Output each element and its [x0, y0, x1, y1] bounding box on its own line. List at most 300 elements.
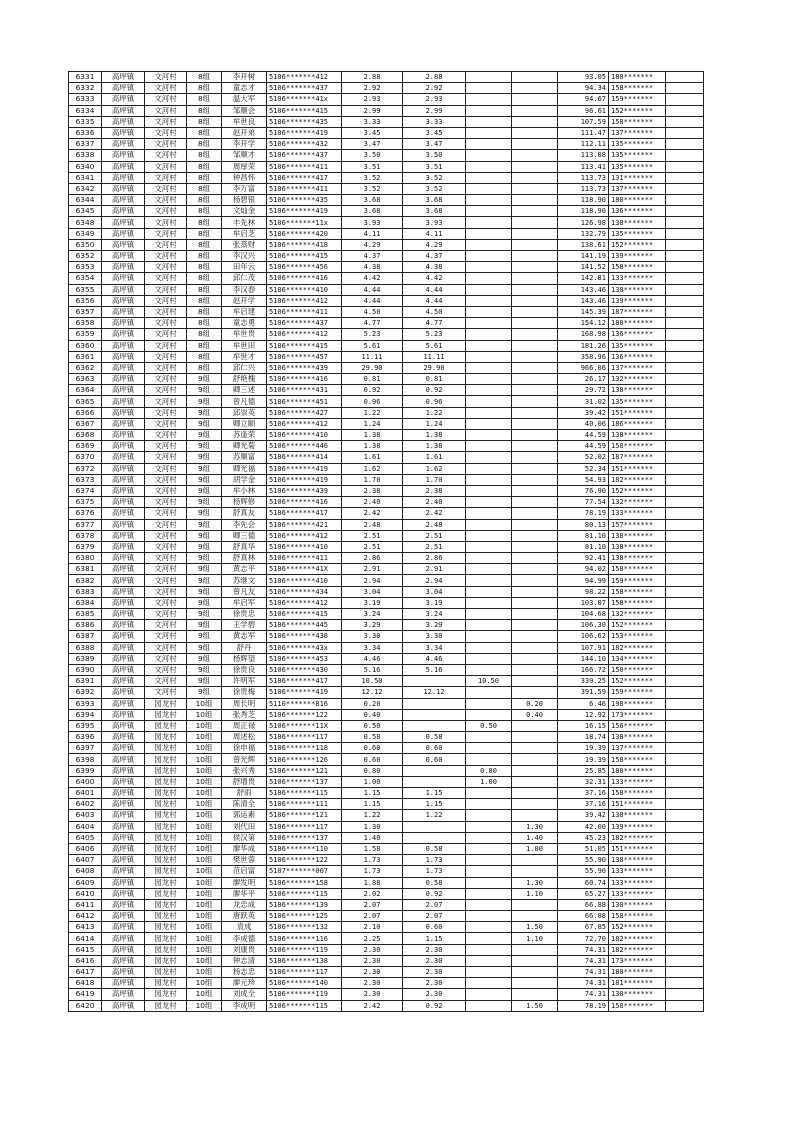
name-cell: 赵开弟: [222, 127, 267, 138]
town-cell: 高坪镇: [102, 206, 145, 217]
group-cell: 10组: [187, 944, 222, 955]
phone-cell: 133*******: [609, 877, 666, 888]
empty-cell: [666, 609, 704, 620]
phone-cell: 139*******: [609, 821, 666, 832]
phone-cell: 137*******: [609, 127, 666, 138]
id-number-cell: 5106*******417: [267, 508, 342, 519]
area-b-cell: [466, 732, 512, 743]
group-cell: 8组: [187, 183, 222, 194]
row-number: 6403: [69, 810, 102, 821]
row-number: 6398: [69, 754, 102, 765]
id-number-cell: 5106*******419: [267, 474, 342, 485]
area-a-cell: 1.62: [403, 463, 466, 474]
village-cell: 文河村: [145, 430, 187, 441]
amount-cell: 12.92: [558, 709, 609, 720]
phone-cell: 151*******: [609, 843, 666, 854]
town-cell: 高坪镇: [102, 911, 145, 922]
amount-cell: 60.74: [558, 877, 609, 888]
empty-cell: [666, 284, 704, 295]
area-c-cell: 1.10: [512, 888, 558, 899]
amount-cell: 92.41: [558, 553, 609, 564]
table-row: [69, 295, 704, 306]
area-b-cell: [466, 430, 512, 441]
phone-cell: 152*******: [609, 922, 666, 933]
amount-cell: 72.70: [558, 933, 609, 944]
name-cell: 范启富: [222, 866, 267, 877]
amount-cell: 106.30: [558, 620, 609, 631]
amount-cell: 51.05: [558, 843, 609, 854]
area-b-cell: [466, 94, 512, 105]
name-cell: 徐贵良: [222, 664, 267, 675]
id-number-cell: 5106*******115: [267, 888, 342, 899]
row-number: 6415: [69, 944, 102, 955]
id-number-cell: 5106*******417: [267, 172, 342, 183]
group-cell: 8组: [187, 72, 222, 83]
town-cell: 高坪镇: [102, 877, 145, 888]
table-row: [69, 687, 704, 698]
name-cell: 张兴秀: [222, 765, 267, 776]
area-total-cell: 2.93: [342, 94, 403, 105]
town-cell: 高坪镇: [102, 564, 145, 575]
empty-cell: [666, 351, 704, 362]
village-cell: 文河村: [145, 195, 187, 206]
name-cell: 黄志平: [222, 564, 267, 575]
area-a-cell: 3.47: [403, 139, 466, 150]
area-c-cell: [512, 340, 558, 351]
row-number: 6348: [69, 217, 102, 228]
table-row: [69, 631, 704, 642]
area-b-cell: [466, 709, 512, 720]
area-b-cell: [466, 586, 512, 597]
group-cell: 9组: [187, 474, 222, 485]
village-cell: 文河村: [145, 519, 187, 530]
town-cell: 高坪镇: [102, 575, 145, 586]
amount-cell: 19.39: [558, 743, 609, 754]
village-cell: 文河村: [145, 530, 187, 541]
area-b-cell: [466, 195, 512, 206]
id-number-cell: 5106*******11x: [267, 217, 342, 228]
id-number-cell: 5106*******437: [267, 150, 342, 161]
area-a-cell: 0.58: [403, 732, 466, 743]
id-number-cell: 5106*******137: [267, 776, 342, 787]
area-b-cell: [466, 284, 512, 295]
phone-cell: 137*******: [609, 743, 666, 754]
row-number: 6359: [69, 329, 102, 340]
town-cell: 高坪镇: [102, 866, 145, 877]
empty-cell: [666, 978, 704, 989]
village-cell: 文河村: [145, 586, 187, 597]
id-number-cell: 5106*******116: [267, 933, 342, 944]
table-row: [69, 597, 704, 608]
id-number-cell: 5106*******434: [267, 586, 342, 597]
area-total-cell: 2.02: [342, 888, 403, 899]
name-cell: 胡学金: [222, 474, 267, 485]
area-c-cell: [512, 396, 558, 407]
empty-cell: [666, 955, 704, 966]
empty-cell: [666, 497, 704, 508]
phone-cell: 151*******: [609, 799, 666, 810]
amount-cell: 143.46: [558, 284, 609, 295]
empty-cell: [666, 586, 704, 597]
area-c-cell: 1.30: [512, 877, 558, 888]
row-number: 6380: [69, 553, 102, 564]
area-c-cell: [512, 810, 558, 821]
phone-cell: 133*******: [609, 888, 666, 899]
town-cell: 高坪镇: [102, 609, 145, 620]
table-row: [69, 732, 704, 743]
area-b-cell: [466, 541, 512, 552]
row-number: 6350: [69, 239, 102, 250]
area-total-cell: 0.92: [342, 385, 403, 396]
area-c-cell: [512, 911, 558, 922]
name-cell: 舒丹: [222, 642, 267, 653]
phone-cell: 132*******: [609, 374, 666, 385]
area-c-cell: [512, 642, 558, 653]
empty-cell: [666, 295, 704, 306]
id-number-cell: 5106*******419: [267, 463, 342, 474]
village-cell: 文河村: [145, 351, 187, 362]
town-cell: 高坪镇: [102, 407, 145, 418]
id-number-cell: 5106*******11X: [267, 720, 342, 731]
amount-cell: 145.39: [558, 306, 609, 317]
amount-cell: 42.00: [558, 821, 609, 832]
id-number-cell: 5106*******453: [267, 653, 342, 664]
group-cell: 9组: [187, 396, 222, 407]
phone-cell: 186*******: [609, 418, 666, 429]
area-total-cell: 4.37: [342, 251, 403, 262]
phone-cell: 138*******: [609, 530, 666, 541]
area-a-cell: 3.24: [403, 609, 466, 620]
group-cell: 10组: [187, 933, 222, 944]
group-cell: 9组: [187, 418, 222, 429]
area-total-cell: 2.86: [342, 553, 403, 564]
phone-cell: 158*******: [609, 754, 666, 765]
town-cell: 高坪镇: [102, 262, 145, 273]
amount-cell: 31.02: [558, 396, 609, 407]
id-number-cell: 5106*******117: [267, 967, 342, 978]
phone-cell: 152*******: [609, 620, 666, 631]
area-b-cell: [466, 843, 512, 854]
area-b-cell: [466, 508, 512, 519]
table-row: [69, 709, 704, 720]
phone-cell: 151*******: [609, 463, 666, 474]
area-total-cell: 3.19: [342, 597, 403, 608]
name-cell: 曾光辉: [222, 754, 267, 765]
group-cell: 10组: [187, 810, 222, 821]
id-number-cell: 5106*******427: [267, 407, 342, 418]
table-row: [69, 474, 704, 485]
row-number: 6333: [69, 94, 102, 105]
village-cell: 文河村: [145, 362, 187, 373]
amount-cell: 74.31: [558, 967, 609, 978]
name-cell: 舒真华: [222, 541, 267, 552]
area-b-cell: [466, 1000, 512, 1011]
row-number: 6342: [69, 183, 102, 194]
area-b-cell: [466, 955, 512, 966]
phone-cell: 133*******: [609, 508, 666, 519]
row-number: 6331: [69, 72, 102, 83]
group-cell: 10组: [187, 955, 222, 966]
area-b-cell: [466, 306, 512, 317]
village-cell: 文河村: [145, 564, 187, 575]
row-number: 6418: [69, 978, 102, 989]
village-cell: 园龙村: [145, 888, 187, 899]
village-cell: 文河村: [145, 631, 187, 642]
area-a-cell: 2.30: [403, 944, 466, 955]
town-cell: 高坪镇: [102, 485, 145, 496]
id-number-cell: 5106*******117: [267, 732, 342, 743]
area-c-cell: [512, 351, 558, 362]
phone-cell: 180*******: [609, 967, 666, 978]
row-number: 6401: [69, 788, 102, 799]
village-cell: 园龙村: [145, 788, 187, 799]
amount-cell: 98.22: [558, 586, 609, 597]
village-cell: 文河村: [145, 83, 187, 94]
amount-cell: 113.41: [558, 161, 609, 172]
name-cell: 卿三述: [222, 385, 267, 396]
town-cell: 高坪镇: [102, 497, 145, 508]
village-cell: 文河村: [145, 687, 187, 698]
table-row: [69, 788, 704, 799]
area-c-cell: [512, 989, 558, 1000]
village-cell: 文河村: [145, 295, 187, 306]
name-cell: 牟世贵: [222, 329, 267, 340]
town-cell: 高坪镇: [102, 597, 145, 608]
id-number-cell: 5106*******411: [267, 161, 342, 172]
name-cell: 李先会: [222, 519, 267, 530]
area-b-cell: [466, 396, 512, 407]
name-cell: 牟小林: [222, 485, 267, 496]
area-b-cell: [466, 105, 512, 116]
table-row: [69, 195, 704, 206]
area-b-cell: [466, 239, 512, 250]
area-b-cell: [466, 642, 512, 653]
table-row: [69, 318, 704, 329]
amount-cell: 26.17: [558, 374, 609, 385]
town-cell: 高坪镇: [102, 183, 145, 194]
table-row: [69, 485, 704, 496]
area-a-cell: 0.60: [403, 743, 466, 754]
village-cell: 文河村: [145, 262, 187, 273]
area-b-cell: [466, 150, 512, 161]
area-total-cell: 1.73: [342, 866, 403, 877]
town-cell: 高坪镇: [102, 396, 145, 407]
row-number: 6416: [69, 955, 102, 966]
name-cell: 邹顺会: [222, 105, 267, 116]
area-c-cell: [512, 385, 558, 396]
area-b-cell: 1.00: [466, 776, 512, 787]
id-number-cell: 5106*******439: [267, 485, 342, 496]
row-number: 6407: [69, 855, 102, 866]
id-number-cell: 5106*******115: [267, 1000, 342, 1011]
area-a-cell: 3.51: [403, 161, 466, 172]
area-c-cell: [512, 329, 558, 340]
town-cell: 高坪镇: [102, 765, 145, 776]
name-cell: 牟启芝: [222, 228, 267, 239]
amount-cell: 143.46: [558, 295, 609, 306]
id-number-cell: 5106*******410: [267, 284, 342, 295]
area-c-cell: [512, 955, 558, 966]
village-cell: 文河村: [145, 463, 187, 474]
area-total-cell: 10.50: [342, 676, 403, 687]
group-cell: 8组: [187, 94, 222, 105]
group-cell: 8组: [187, 228, 222, 239]
group-cell: 8组: [187, 105, 222, 116]
id-number-cell: 5106*******415: [267, 340, 342, 351]
row-number: 6408: [69, 866, 102, 877]
empty-cell: [666, 788, 704, 799]
amount-cell: 67.85: [558, 922, 609, 933]
area-c-cell: [512, 273, 558, 284]
row-number: 6337: [69, 139, 102, 150]
town-cell: 高坪镇: [102, 922, 145, 933]
town-cell: 高坪镇: [102, 967, 145, 978]
village-cell: 文河村: [145, 396, 187, 407]
town-cell: 高坪镇: [102, 620, 145, 631]
group-cell: 10组: [187, 720, 222, 731]
area-total-cell: 2.07: [342, 911, 403, 922]
area-a-cell: 2.48: [403, 519, 466, 530]
empty-cell: [666, 899, 704, 910]
area-total-cell: 2.38: [342, 485, 403, 496]
village-cell: 园龙村: [145, 978, 187, 989]
name-cell: 卿光福: [222, 463, 267, 474]
area-a-cell: 0.81: [403, 374, 466, 385]
amount-cell: 74.31: [558, 944, 609, 955]
id-number-cell: 5106*******110: [267, 843, 342, 854]
table-row: [69, 418, 704, 429]
amount-cell: 44.59: [558, 430, 609, 441]
empty-cell: [666, 183, 704, 194]
empty-cell: [666, 866, 704, 877]
area-b-cell: [466, 127, 512, 138]
row-number: 6362: [69, 362, 102, 373]
row-number: 6382: [69, 575, 102, 586]
village-cell: 园龙村: [145, 821, 187, 832]
empty-cell: [666, 329, 704, 340]
table-row: [69, 329, 704, 340]
empty-cell: [666, 541, 704, 552]
name-cell: 牟启军: [222, 597, 267, 608]
empty-cell: [666, 318, 704, 329]
name-cell: 徐贵梅: [222, 687, 267, 698]
area-a-cell: 4.11: [403, 228, 466, 239]
id-number-cell: 5106*******451: [267, 396, 342, 407]
empty-cell: [666, 799, 704, 810]
area-total-cell: 1.00: [342, 776, 403, 787]
name-cell: 舒真友: [222, 508, 267, 519]
town-cell: 高坪镇: [102, 72, 145, 83]
area-c-cell: 0.40: [512, 709, 558, 720]
village-cell: 园龙村: [145, 866, 187, 877]
area-a-cell: [403, 832, 466, 843]
town-cell: 高坪镇: [102, 732, 145, 743]
table-row: [69, 765, 704, 776]
area-a-cell: 2.30: [403, 955, 466, 966]
town-cell: 高坪镇: [102, 452, 145, 463]
area-b-cell: [466, 441, 512, 452]
area-c-cell: [512, 754, 558, 765]
area-a-cell: 1.70: [403, 474, 466, 485]
area-total-cell: 0.60: [342, 743, 403, 754]
phone-cell: 135*******: [609, 340, 666, 351]
village-cell: 文河村: [145, 541, 187, 552]
name-cell: 李万富: [222, 183, 267, 194]
amount-cell: 103.07: [558, 597, 609, 608]
name-cell: 杨志忠: [222, 967, 267, 978]
village-cell: 园龙村: [145, 732, 187, 743]
village-cell: 文河村: [145, 150, 187, 161]
table-row: [69, 944, 704, 955]
area-c-cell: 1.40: [512, 832, 558, 843]
row-number: 6388: [69, 642, 102, 653]
table-row: [69, 351, 704, 362]
table-row: [69, 94, 704, 105]
group-cell: 9组: [187, 609, 222, 620]
area-total-cell: 1.61: [342, 452, 403, 463]
phone-cell: 130*******: [609, 899, 666, 910]
amount-cell: 966.06: [558, 362, 609, 373]
name-cell: 廖华平: [222, 888, 267, 899]
id-number-cell: 5106*******421: [267, 519, 342, 530]
area-b-cell: [466, 262, 512, 273]
phone-cell: 173*******: [609, 955, 666, 966]
town-cell: 高坪镇: [102, 284, 145, 295]
empty-cell: [666, 631, 704, 642]
empty-cell: [666, 374, 704, 385]
group-cell: 9组: [187, 597, 222, 608]
amount-cell: 19.39: [558, 754, 609, 765]
area-a-cell: 4.38: [403, 262, 466, 273]
id-number-cell: 5106*******410: [267, 541, 342, 552]
amount-cell: 65.27: [558, 888, 609, 899]
empty-cell: [666, 855, 704, 866]
town-cell: 高坪镇: [102, 463, 145, 474]
group-cell: 8组: [187, 139, 222, 150]
town-cell: 高坪镇: [102, 821, 145, 832]
group-cell: 9组: [187, 620, 222, 631]
area-total-cell: 3.50: [342, 150, 403, 161]
area-b-cell: [466, 452, 512, 463]
name-cell: 许明军: [222, 676, 267, 687]
area-c-cell: [512, 720, 558, 731]
area-b-cell: [466, 877, 512, 888]
area-b-cell: [466, 933, 512, 944]
phone-cell: 136*******: [609, 351, 666, 362]
empty-cell: [666, 933, 704, 944]
phone-cell: 137*******: [609, 183, 666, 194]
area-total-cell: 3.68: [342, 195, 403, 206]
area-b-cell: [466, 273, 512, 284]
row-number: 6354: [69, 273, 102, 284]
group-cell: 8组: [187, 172, 222, 183]
empty-cell: [666, 441, 704, 452]
amount-cell: 81.10: [558, 541, 609, 552]
area-b-cell: [466, 72, 512, 83]
area-total-cell: 1.40: [342, 832, 403, 843]
name-cell: 曾凡德: [222, 396, 267, 407]
name-cell: 苏顺富: [222, 452, 267, 463]
name-cell: 舒增贵: [222, 776, 267, 787]
group-cell: 9组: [187, 407, 222, 418]
village-cell: 文河村: [145, 553, 187, 564]
id-number-cell: 5106*******119: [267, 944, 342, 955]
name-cell: 田年云: [222, 262, 267, 273]
area-c-cell: [512, 530, 558, 541]
row-number: 6399: [69, 765, 102, 776]
table-row: [69, 866, 704, 877]
area-a-cell: 3.93: [403, 217, 466, 228]
